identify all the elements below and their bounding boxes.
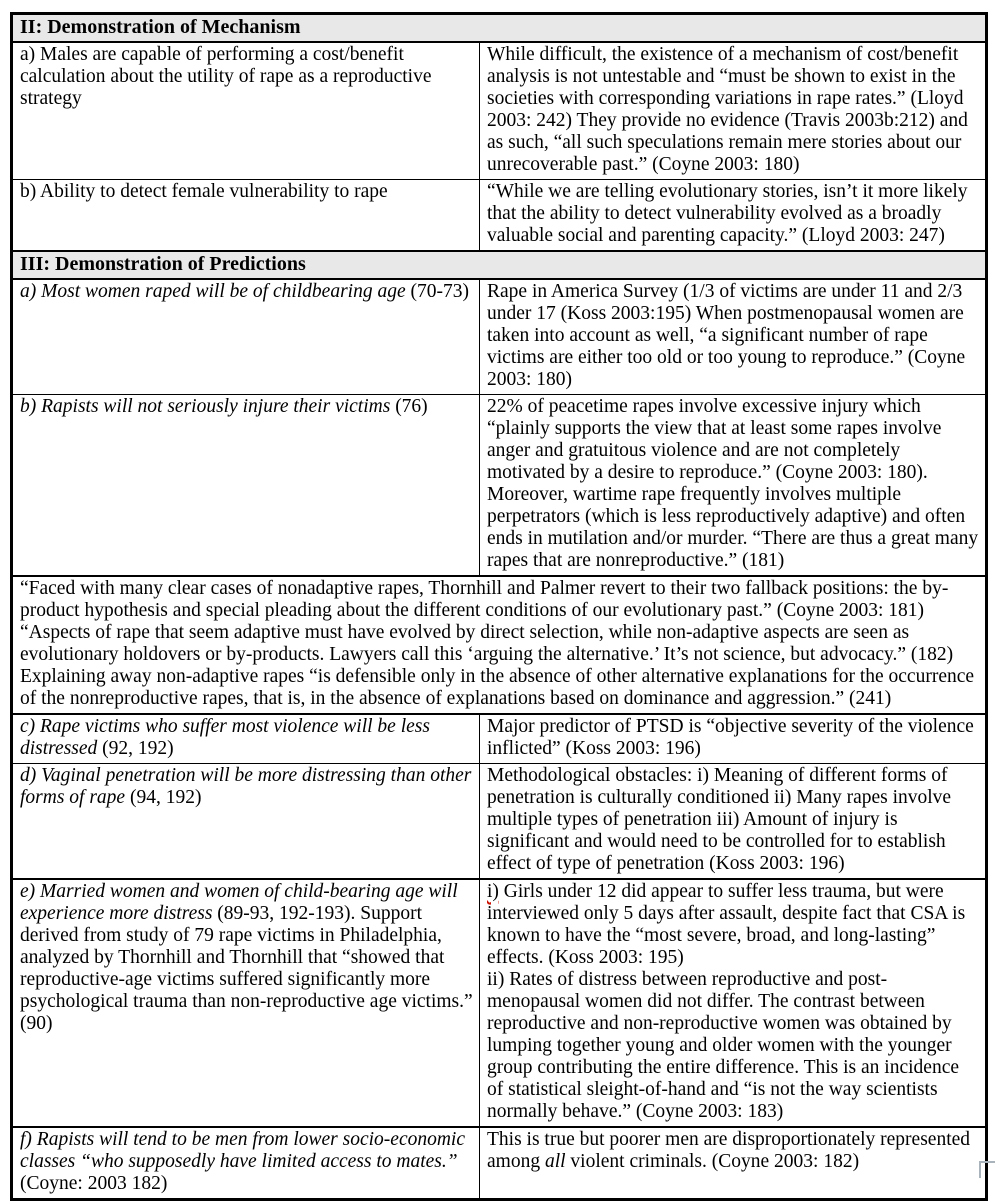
prediction-italic-text: e) Married women and women of child-bearing age will experience more distress	[20, 881, 458, 924]
section-ii-header	[12, 14, 987, 43]
prediction-italic-text: f) Rapists will tend to be men from lower socio-economic classes “who supposedly have limited access to mates.”	[20, 1129, 466, 1172]
text-run: i)	[487, 881, 499, 902]
text-run: While difficult, the existence of a mechanism of cost/benefit analysis is not untestable and “must be shown to exist in the societies with corresponding variations in rape rates.” (Lloyd 2003: 242) They provide no evidence (Travis 2003b:212) and as such, “all such speculations remain mere stories about our unrecoverable past.” (Coyne 2003: 180)	[487, 44, 968, 175]
section-header-label: II: Demonstration of Mechanism	[12, 14, 987, 43]
text-run: Major predictor of PTSD is “objective severity of the violence inflicted” (Koss 2003: 196)	[487, 716, 974, 759]
text-run: a) Males are capable of performing a cost/benefit calculation about the utility of rape as a reproductive strategy	[20, 44, 432, 109]
critique-cell	[480, 1127, 987, 1200]
paragraph	[487, 765, 979, 875]
row-iii-e	[12, 879, 987, 1127]
claim-cell	[12, 180, 480, 252]
text-run: (70-73)	[405, 281, 469, 302]
prediction-italic-text: c) Rape victims who suffer most violence will be less distressed	[20, 716, 430, 759]
text-run: This is true but poorer men are disproportionately represented among	[487, 1129, 971, 1172]
section-iii-header	[12, 251, 987, 279]
text-run: Explaining away non-adaptive rapes “is defensible only in the absence of other alternative explanations for the occurrence of the nonreproductive rapes, that is, in the absence of explanations based on dominance and aggression.” (241)	[20, 666, 975, 709]
text-run: 22% of peacetime rapes involve excessive injury which “plainly supports the view that at least some rapes involve anger and gratuitous violence and are not completely motivated by a desire to reproduce.” (Coyne 2003: 180). Moreover, wartime rape frequently involves multiple perpetrators (which is less reproductively adaptive) and often ends in mutilation and/or murder. “There are thus a great many rapes that are nonreproductive.” (181)	[487, 396, 979, 571]
text-run: violent criminals. (Coyne 2003: 182)	[565, 1151, 860, 1172]
paragraph	[20, 881, 473, 1035]
paragraph	[487, 1129, 979, 1173]
paragraph	[20, 578, 979, 622]
text-run: Methodological obstacles: i) Meaning of different forms of penetration is culturally conditioned ii) Many rapes involve multiple types of penetration iii) Amount of injury is significant and would need to be controlled for to establish effect of type of penetration (Koss 2003: 196)	[487, 765, 952, 874]
claims-critiques-table	[10, 12, 988, 1201]
row-iii-c	[12, 714, 987, 764]
text-run: ii) Rates of distress between reproductive and post-menopausal women did not differ. The contrast between reproductive and non-reproductive women was obtained by lumping together young and older women with the younger group contributing the entire difference. This is an incidence of statistical sleight-of-hand and “is not the way scientists normally behave.” (Coyne 2003: 183)	[487, 969, 959, 1122]
row-iii-d	[12, 764, 987, 880]
text-run: “While we are telling evolutionary stories, isn’t it more likely that the ability to detect vulnerability evolved as a broadly valuable social and parenting capacity.” (Lloyd 2003: 247)	[487, 181, 968, 246]
prediction-italic-text: d) Vaginal penetration will be more distressing than other forms of rape	[20, 765, 472, 808]
text-run: (94, 192)	[125, 787, 202, 808]
paragraph	[487, 396, 979, 572]
paragraph	[487, 881, 979, 969]
claim-cell	[12, 764, 480, 880]
paragraph	[20, 281, 473, 303]
table-resize-handle-icon[interactable]	[979, 1161, 995, 1178]
paragraph	[20, 666, 979, 710]
critique-cell	[480, 42, 987, 180]
document-body	[10, 12, 988, 1201]
prediction-italic-text: all	[544, 1151, 566, 1172]
text-run: (76)	[390, 396, 428, 417]
critique-cell	[480, 180, 987, 252]
claim-cell	[12, 279, 480, 395]
claim-cell	[12, 1127, 480, 1200]
claim-cell	[12, 879, 480, 1127]
paragraph	[20, 716, 473, 760]
row-iii-a	[12, 279, 987, 395]
section-header-label: III: Demonstration of Predictions	[12, 251, 987, 279]
claim-cell	[12, 714, 480, 764]
paragraph	[487, 181, 979, 247]
paragraph	[487, 281, 979, 391]
text-run: Girls under 12 did appear to suffer less trauma, but were interviewed only 5 days after assault, despite fact that CSA is known to have the “most severe, broad, and long-lasting” effects. (Koss 2003: 195)	[487, 881, 966, 968]
text-run: “Faced with many clear cases of nonadaptive rapes, Thornhill and Palmer revert to their two fallback positions: the by-product hypothesis and special pleading about the different conditions of our evolutionary past.” (Coyne 2003: 181)	[20, 578, 949, 621]
paragraph	[20, 396, 473, 418]
row-iii-f	[12, 1127, 987, 1200]
text-run: Rape in America Survey (1/3 of victims are under 11 and 2/3 under 17 (Koss 2003:195) When postmenopausal women are taken into account as well, “a significant number of rape victims are either too old or too young to reproduce.” (Coyne 2003: 180)	[487, 281, 966, 390]
paragraph	[487, 44, 979, 176]
paragraph	[20, 1129, 473, 1195]
text-run: b) Ability to detect female vulnerability to rape	[20, 181, 388, 202]
critique-cell	[480, 764, 987, 880]
paragraph	[20, 44, 473, 110]
row-ii-a	[12, 42, 987, 180]
paragraph	[20, 622, 979, 666]
paragraph	[20, 765, 473, 809]
claim-cell	[12, 395, 480, 577]
paragraph	[487, 716, 979, 760]
prediction-italic-text: b) Rapists will not seriously injure their victims	[20, 396, 391, 417]
claim-cell	[12, 42, 480, 180]
row-ii-b	[12, 180, 987, 252]
paragraph	[20, 181, 473, 203]
critique-cell	[480, 879, 987, 1127]
merged-quote-cell	[12, 576, 987, 714]
prediction-italic-text: a) Most women raped will be of childbearing age	[20, 281, 406, 302]
text-run: (89-93, 192-193). Support derived from study of 79 rape victims in Philadelphia, analyzed by Thornhill and Thornhill that “showed that reproductive-age victims suffered significantly more psychological trauma than non-reproductive age victims.” (90)	[20, 903, 473, 1034]
text-run: “Aspects of rape that seem adaptive must have evolved by direct selection, while non-adaptive aspects are seen as evolutionary holdovers or by-products. Lawyers call this ‘arguing the alternative.’ It’s not science, but advocacy.” (182)	[20, 622, 954, 665]
row-iii-b	[12, 395, 987, 577]
text-run: (92, 192)	[97, 738, 174, 759]
text-run: (Coyne: 2003 182)	[20, 1173, 168, 1194]
paragraph	[487, 969, 979, 1123]
row-fallback-quotes	[12, 576, 987, 714]
critique-cell	[480, 714, 987, 764]
critique-cell	[480, 395, 987, 577]
critique-cell	[480, 279, 987, 395]
